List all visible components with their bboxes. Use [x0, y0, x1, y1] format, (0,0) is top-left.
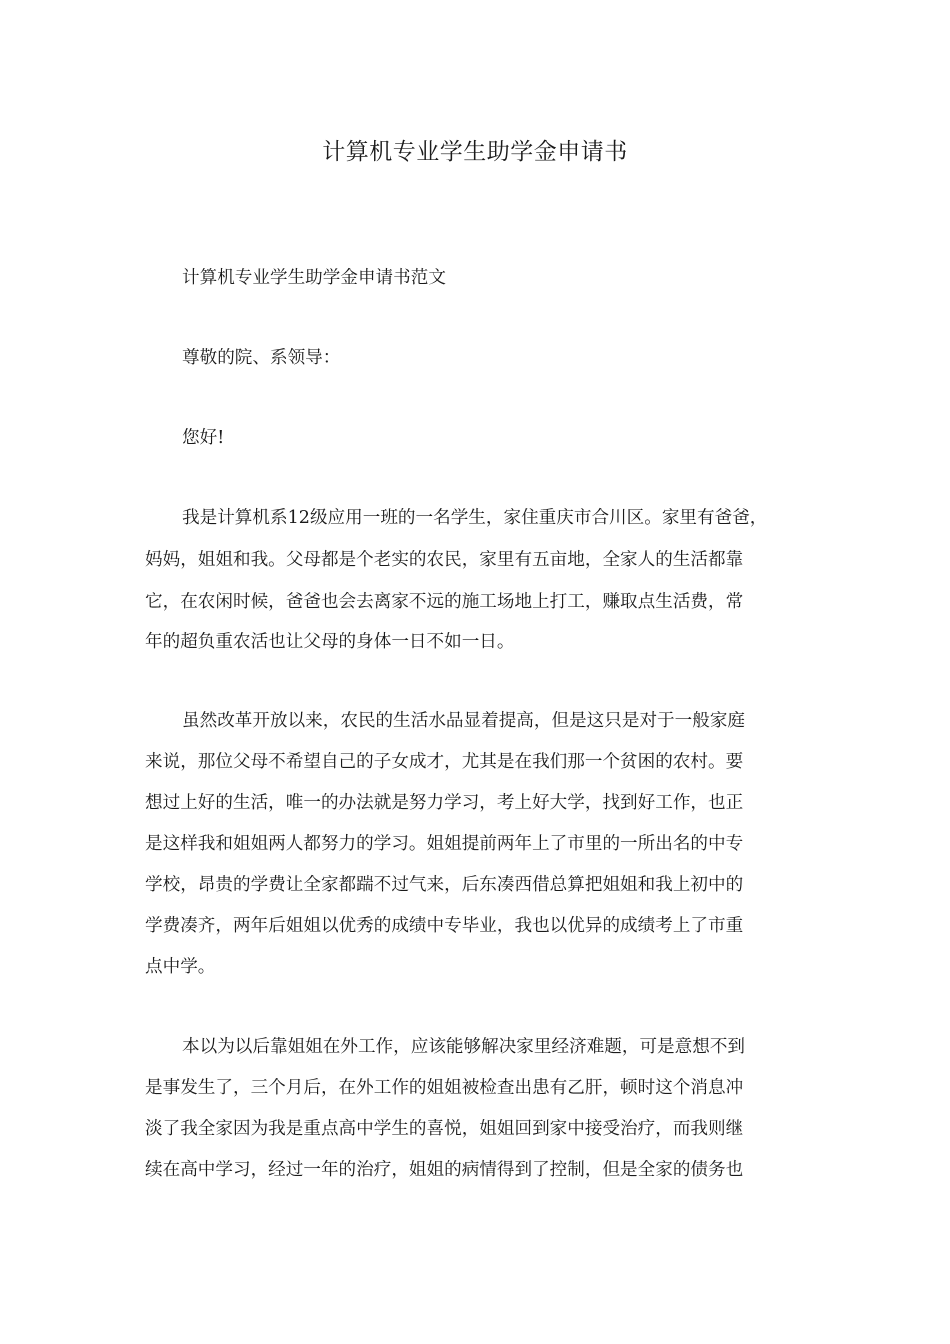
salutation: 尊敬的院、系领导：	[182, 348, 341, 368]
paragraph-line: 想过上好的生活，唯一的办法就是努力学习，考上好大学，找到好工作，也正	[145, 793, 744, 813]
document-title: 计算机专业学生助学金申请书	[322, 139, 628, 165]
paragraph-line: 虽然改革开放以来，农民的生活水品显着提高，但是这只是对于一般家庭	[182, 711, 746, 731]
paragraph-line: 来说，那位父母不希望自己的子女成才，尤其是在我们那一个贫困的农村。要	[145, 752, 744, 772]
paragraph-line: 是事发生了，三个月后，在外工作的姐姐被检查出患有乙肝，顿时这个消息冲	[145, 1078, 744, 1098]
paragraph-line: 本以为以后靠姐姐在外工作，应该能够解决家里经济难题，可是意想不到	[182, 1037, 746, 1057]
paragraph-line: 年的超负重农活也让父母的身体一日不如一日。	[145, 632, 515, 652]
paragraph-line: 学校，昂贵的学费让全家都踹不过气来，后东凑西借总算把姐姐和我上初中的	[145, 875, 744, 895]
document-subtitle: 计算机专业学生助学金申请书范文	[182, 268, 446, 288]
greeting: 您好!	[182, 428, 225, 448]
paragraph-line: 淡了我全家因为我是重点高中学生的喜悦，姐姐回到家中接受治疗，而我则继	[145, 1119, 744, 1139]
paragraph-line: 妈妈，姐姐和我。父母都是个老实的农民，家里有五亩地，全家人的生活都靠	[145, 550, 744, 570]
paragraph-line: 续在高中学习，经过一年的治疗，姐姐的病情得到了控制，但是全家的债务也	[145, 1160, 744, 1180]
paragraph-line: 学费凑齐，两年后姐姐以优秀的成绩中专毕业，我也以优异的成绩考上了市重	[145, 916, 744, 936]
paragraph-line: 点中学。	[145, 957, 216, 977]
paragraph-line: 我是计算机系12级应用一班的一名学生，家住重庆市合川区。家里有爸爸，	[182, 508, 768, 528]
paragraph-line: 是这样我和姐姐两人都努力的学习。姐姐提前两年上了市里的一所出名的中专	[145, 834, 744, 854]
paragraph-line: 它，在农闲时候，爸爸也会去离家不远的施工场地上打工，赚取点生活费，常	[145, 592, 744, 612]
